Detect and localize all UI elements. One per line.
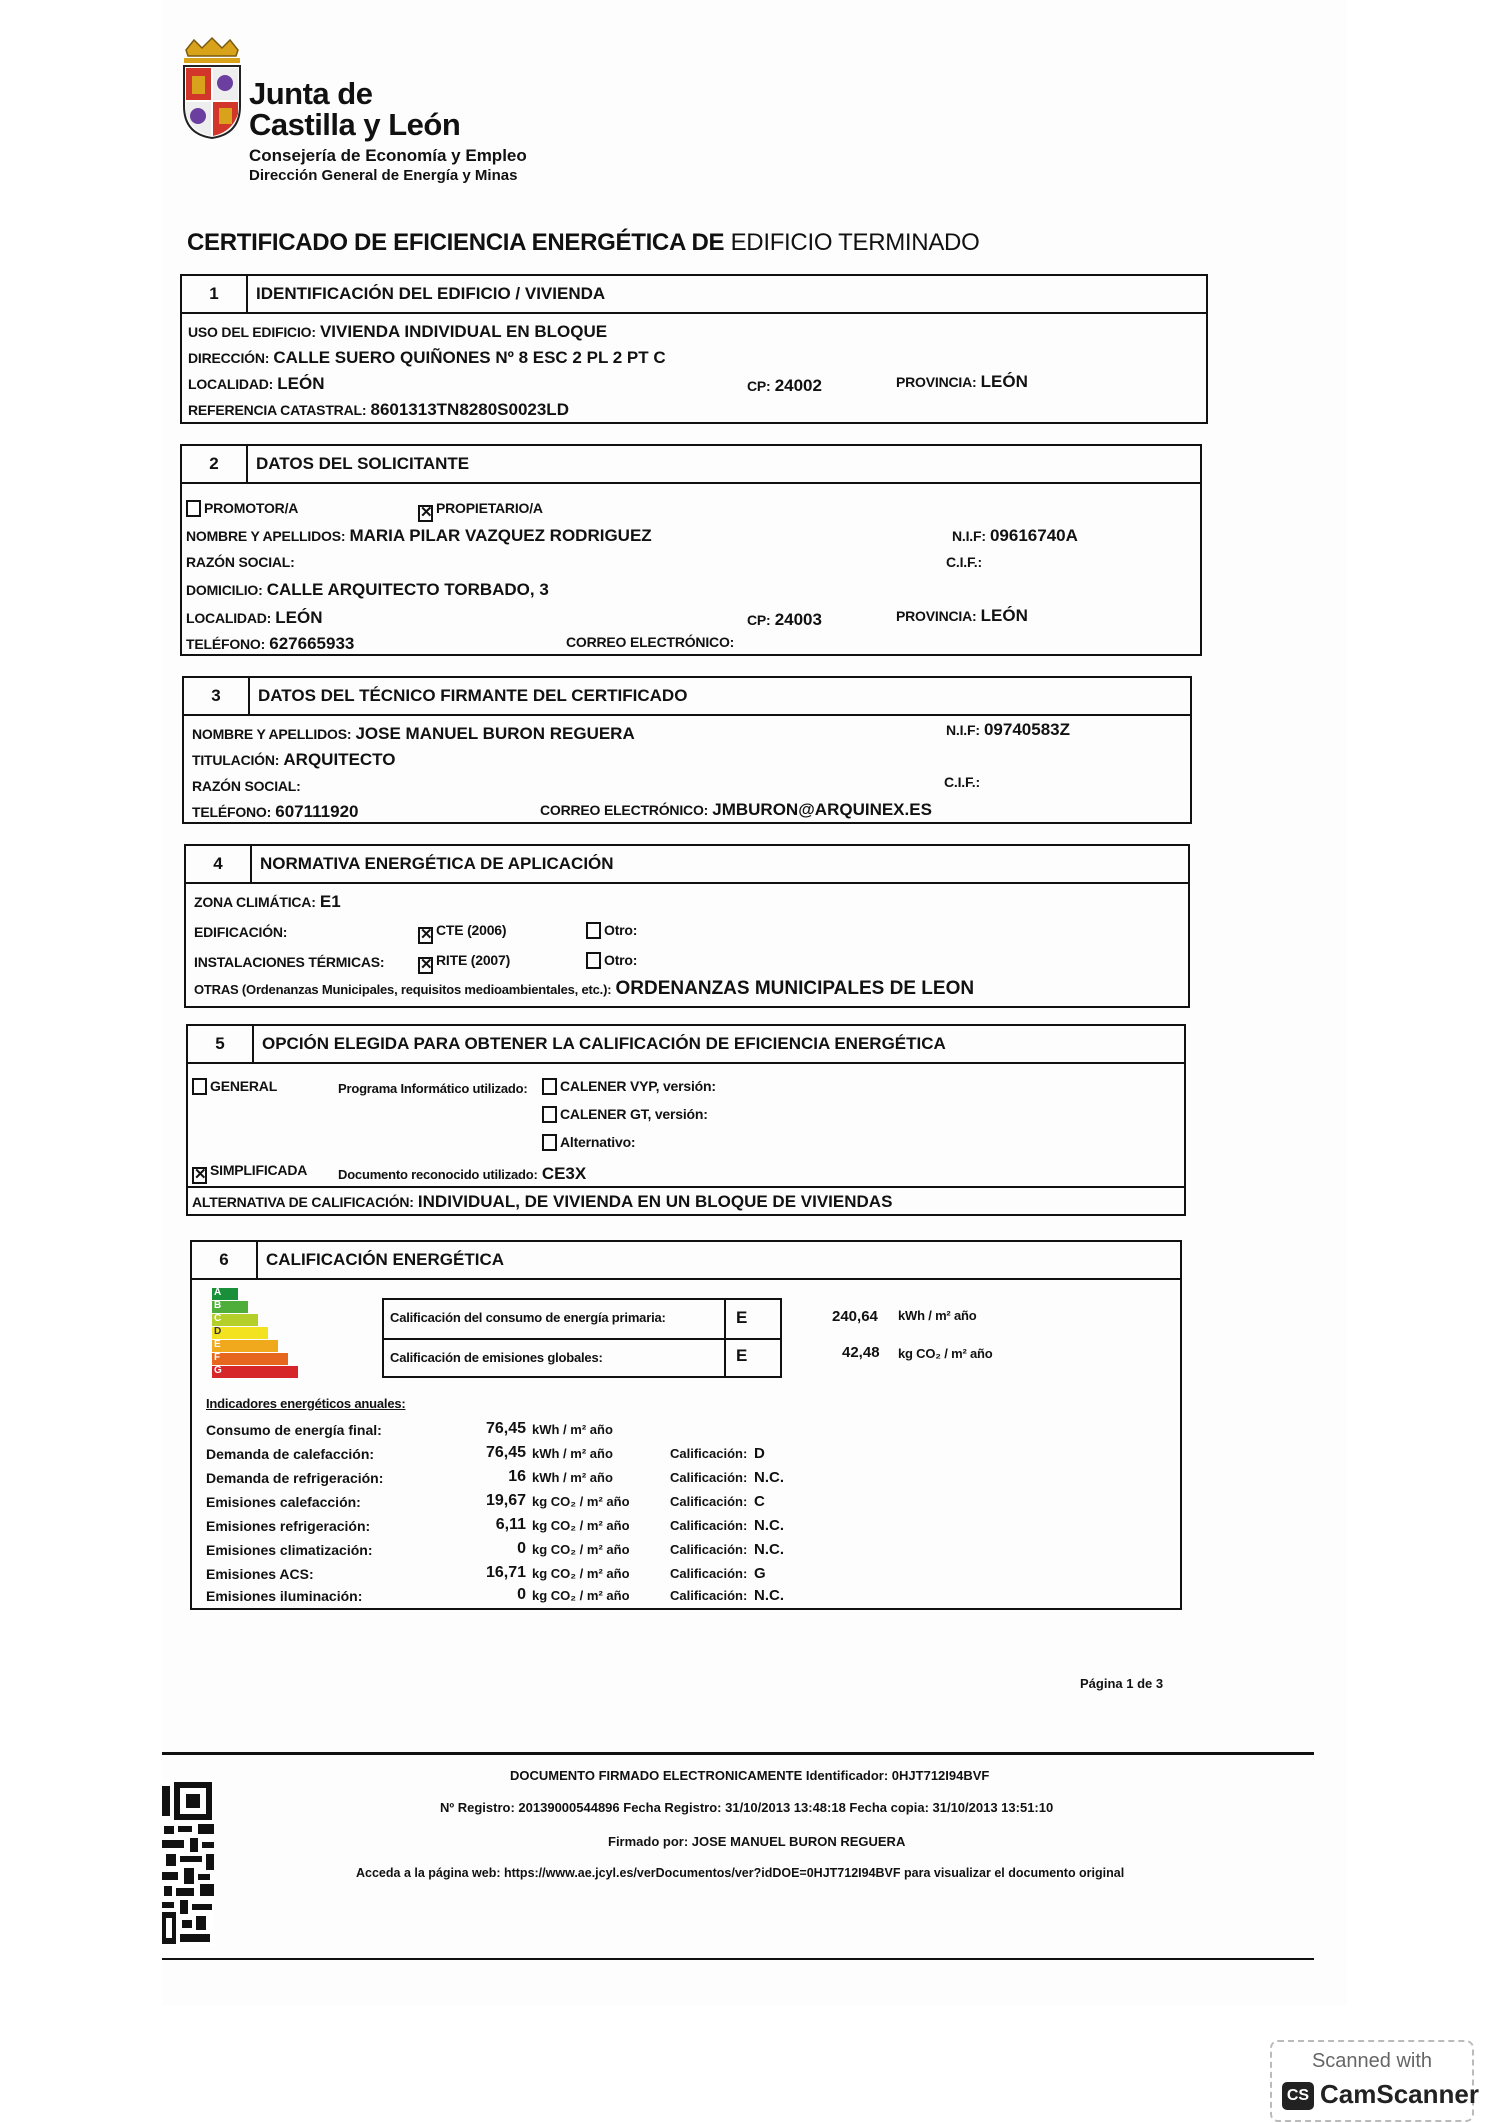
page-title-rest: EDIFICIO TERMINADO bbox=[730, 229, 980, 256]
tecnico-titulacion-label: TITULACIÓN: bbox=[192, 752, 280, 768]
solicitante-provincia-value: LEÓN bbox=[980, 606, 1028, 625]
tecnico-nombre-value: JOSE MANUEL BURON REGUERA bbox=[355, 724, 635, 743]
tecnico-nombre-row bbox=[192, 724, 635, 744]
provincia-label: PROVINCIA: bbox=[896, 374, 977, 390]
coat-of-arms-logo bbox=[180, 36, 244, 140]
promotor-option[interactable] bbox=[186, 500, 298, 517]
solicitante-domicilio-row bbox=[186, 580, 549, 600]
solicitante-telefono-label: TELÉFONO: bbox=[186, 636, 266, 652]
alternativa-row bbox=[192, 1192, 892, 1212]
indicador-unit: kg CO₂ / m² año bbox=[532, 1494, 630, 1509]
propietario-checkbox[interactable]: ✕ bbox=[420, 504, 433, 521]
provincia-value: LEÓN bbox=[980, 372, 1028, 391]
propietario-label: PROPIETARIO/A bbox=[436, 500, 543, 516]
uso-label: USO DEL EDIFICIO: bbox=[188, 324, 316, 340]
indicador-label: Demanda de calefacción: bbox=[206, 1446, 375, 1462]
section-5-opcion bbox=[186, 1024, 1186, 1216]
cte-label: CTE (2006) bbox=[436, 922, 507, 938]
promotor-label: PROMOTOR/A bbox=[204, 500, 299, 516]
section-6-calificacion bbox=[190, 1240, 1182, 1610]
indicador-label: Emisiones refrigeración: bbox=[206, 1518, 371, 1534]
simplificada-label: SIMPLIFICADA bbox=[210, 1162, 308, 1178]
indicador-unit: kg CO₂ / m² año bbox=[532, 1542, 630, 1557]
general-checkbox[interactable] bbox=[192, 1078, 207, 1095]
indicador-label: Demanda de refrigeración: bbox=[206, 1470, 384, 1486]
instalaciones-row bbox=[194, 954, 384, 971]
tecnico-razon-label: RAZÓN SOCIAL: bbox=[192, 778, 301, 794]
programa-row bbox=[338, 1080, 528, 1097]
qr-code bbox=[162, 1780, 214, 1946]
edificacion-label: EDIFICACIÓN: bbox=[194, 924, 288, 940]
emisiones-value: 42,48 bbox=[842, 1344, 880, 1361]
indicador-cal-value: N.C. bbox=[754, 1517, 784, 1534]
scale-letter-b: B bbox=[214, 1300, 222, 1311]
indicadores-title: Indicadores energéticos anuales: bbox=[206, 1396, 406, 1411]
section-1-header bbox=[182, 276, 1206, 314]
indicador-label: Emisiones climatización: bbox=[206, 1542, 373, 1558]
rite-checkbox[interactable]: ✕ bbox=[420, 956, 433, 973]
direccion-label: DIRECCIÓN: bbox=[188, 350, 270, 366]
promotor-checkbox[interactable] bbox=[186, 500, 201, 517]
indicador-label: Consumo de energía final: bbox=[206, 1422, 382, 1438]
indicador-cal-label: Calificación: bbox=[670, 1446, 748, 1461]
rite-option[interactable] bbox=[418, 952, 510, 974]
programa-label: Programa Informático utilizado: bbox=[338, 1081, 528, 1096]
calener-gt-option[interactable] bbox=[542, 1106, 708, 1123]
cp-row bbox=[747, 376, 822, 396]
indicador-value: 6,11 bbox=[495, 1516, 526, 1533]
solicitante-cp-label: CP: bbox=[747, 612, 771, 628]
otras-label: OTRAS (Ordenanzas Municipales, requisitos medioambientales, etc.): bbox=[194, 982, 612, 997]
section-2-solicitante bbox=[180, 444, 1202, 656]
indicador-cal-value: D bbox=[754, 1445, 765, 1462]
footer-bottom-rule bbox=[162, 1958, 1314, 1960]
edificacion-row bbox=[194, 924, 287, 941]
footer-line2: Nº Registro: 20139000544896 Fecha Registro: 31/10/2013 13:48:18 Fecha copia: 31/10/2013 13:51:10 bbox=[440, 1800, 1054, 1815]
camscanner-logo-icon: CS bbox=[1282, 2082, 1314, 2110]
section-6-number: 6 bbox=[192, 1242, 258, 1278]
indicador-row bbox=[192, 1442, 1184, 1466]
otro1-option[interactable] bbox=[586, 922, 637, 939]
solicitante-cp-row bbox=[747, 610, 822, 630]
solicitante-razon-row bbox=[186, 554, 295, 571]
documento-row bbox=[338, 1164, 586, 1184]
calener-gt-label: CALENER GT, versión: bbox=[560, 1106, 708, 1122]
simplificada-checkbox[interactable]: ✕ bbox=[194, 1166, 207, 1183]
section-6-title: CALIFICACIÓN ENERGÉTICA bbox=[266, 1250, 504, 1269]
section-1-identificacion bbox=[180, 274, 1208, 424]
alternativo-checkbox[interactable] bbox=[542, 1134, 557, 1151]
calener-vyp-label: CALENER VYP, versión: bbox=[560, 1078, 716, 1094]
section-3-tecnico bbox=[182, 676, 1192, 824]
section-5-divider bbox=[188, 1186, 1184, 1188]
page-title bbox=[187, 229, 979, 257]
scale-bar-g bbox=[212, 1366, 298, 1378]
indicador-label: Emisiones ACS: bbox=[206, 1566, 314, 1582]
indicador-unit: kWh / m² año bbox=[532, 1446, 613, 1461]
indicador-cal-label: Calificación: bbox=[670, 1588, 748, 1603]
indicador-label: Emisiones iluminación: bbox=[206, 1588, 363, 1604]
cp-value: 24002 bbox=[774, 376, 822, 395]
section-2-title: DATOS DEL SOLICITANTE bbox=[256, 454, 470, 473]
tecnico-telefono-value: 607111920 bbox=[275, 802, 359, 821]
calener-gt-checkbox[interactable] bbox=[542, 1106, 557, 1123]
otro2-checkbox[interactable] bbox=[586, 952, 601, 969]
solicitante-domicilio-value: CALLE ARQUITECTO TORBADO, 3 bbox=[266, 580, 549, 599]
solicitante-domicilio-label: DOMICILIO: bbox=[186, 582, 263, 598]
tecnico-cif-label: C.I.F.: bbox=[944, 774, 980, 790]
primaria-unit: kWh / m² año bbox=[898, 1308, 977, 1323]
tecnico-nif-row bbox=[946, 720, 1070, 740]
solicitante-telefono-row bbox=[186, 634, 354, 654]
footer-line4: Acceda a la página web: https://www.ae.jcyl.es/verDocumentos/ver?idDOE=0HJT712I94BVF para visualizar el documento original bbox=[356, 1866, 1125, 1880]
rite-label: RITE (2007) bbox=[436, 952, 511, 968]
localidad-value: LEÓN bbox=[277, 374, 325, 393]
documento-value: CE3X bbox=[541, 1164, 587, 1183]
otras-row bbox=[194, 978, 974, 1000]
zona-value: E1 bbox=[319, 892, 341, 911]
indicadores-table bbox=[192, 1418, 1184, 1608]
tecnico-correo-row bbox=[540, 800, 932, 820]
indicador-row bbox=[192, 1418, 1184, 1442]
indicador-unit: kWh / m² año bbox=[532, 1470, 613, 1485]
indicador-unit: kg CO₂ / m² año bbox=[532, 1566, 630, 1581]
alternativa-label: ALTERNATIVA DE CALIFICACIÓN: bbox=[192, 1194, 414, 1210]
solicitante-localidad-row bbox=[186, 608, 323, 628]
localidad-row bbox=[188, 374, 325, 394]
solicitante-nif-label: N.I.F: bbox=[952, 528, 986, 544]
scale-bar-e bbox=[212, 1340, 278, 1352]
provincia-row bbox=[896, 372, 1028, 392]
indicador-value: 19,67 bbox=[485, 1492, 526, 1509]
org-name-line1: Junta de bbox=[249, 76, 373, 111]
footer-top-rule bbox=[162, 1752, 1314, 1755]
solicitante-nombre-value: MARIA PILAR VAZQUEZ RODRIGUEZ bbox=[349, 526, 652, 545]
solicitante-nombre-row bbox=[186, 526, 652, 546]
rating-box-divider bbox=[384, 1338, 780, 1340]
indicador-value: 0 bbox=[517, 1540, 526, 1557]
uso-value: VIVIENDA INDIVIDUAL EN BLOQUE bbox=[319, 322, 608, 341]
solicitante-nif-row bbox=[952, 526, 1078, 546]
scale-letter-e: E bbox=[214, 1339, 221, 1350]
emisiones-letter: E bbox=[736, 1346, 748, 1365]
tecnico-nif-label: N.I.F: bbox=[946, 722, 980, 738]
section-4-title: NORMATIVA ENERGÉTICA DE APLICACIÓN bbox=[260, 854, 614, 873]
solicitante-correo-label: CORREO ELECTRÓNICO: bbox=[566, 634, 735, 650]
solicitante-nif-value: 09616740A bbox=[989, 526, 1078, 545]
dept-line2: Dirección General de Energía y Minas bbox=[249, 167, 518, 184]
tecnico-correo-value: JMBURON@ARQUINEX.ES bbox=[712, 800, 932, 819]
indicador-cal-label: Calificación: bbox=[670, 1566, 748, 1581]
tecnico-correo-label: CORREO ELECTRÓNICO: bbox=[540, 802, 709, 818]
scale-bar-f bbox=[212, 1353, 288, 1365]
scale-letter-d: D bbox=[214, 1326, 222, 1337]
tecnico-titulacion-value: ARQUITECTO bbox=[283, 750, 396, 769]
alternativo-label: Alternativo: bbox=[560, 1134, 636, 1150]
calener-vyp-checkbox[interactable] bbox=[542, 1078, 557, 1095]
solicitante-razon-label: RAZÓN SOCIAL: bbox=[186, 554, 295, 570]
solicitante-correo-row bbox=[566, 634, 734, 651]
instalaciones-label: INSTALACIONES TÉRMICAS: bbox=[194, 954, 385, 970]
zona-label: ZONA CLIMÁTICA: bbox=[194, 894, 316, 910]
scanner-watermark bbox=[1270, 2040, 1479, 2122]
localidad-label: LOCALIDAD: bbox=[188, 376, 274, 392]
rating-box-vdivider bbox=[724, 1300, 726, 1376]
indicador-value: 76,45 bbox=[485, 1420, 526, 1437]
indicador-value: 16,71 bbox=[485, 1564, 526, 1581]
pagination: Página 1 de 3 bbox=[1080, 1676, 1164, 1691]
solicitante-nombre-label: NOMBRE Y APELLIDOS: bbox=[186, 528, 346, 544]
solicitante-telefono-value: 627665933 bbox=[269, 634, 355, 653]
otro1-label: Otro: bbox=[604, 922, 638, 938]
solicitante-localidad-label: LOCALIDAD: bbox=[186, 610, 272, 626]
section-2-header bbox=[182, 446, 1200, 484]
calener-vyp-option[interactable] bbox=[542, 1078, 716, 1095]
section-1-title: IDENTIFICACIÓN DEL EDIFICIO / VIVIENDA bbox=[256, 284, 606, 303]
section-3-title: DATOS DEL TÉCNICO FIRMANTE DEL CERTIFICADO bbox=[258, 686, 688, 705]
primaria-label: Calificación del consumo de energía primaria: bbox=[390, 1310, 666, 1325]
alternativa-value: INDIVIDUAL, DE VIVIENDA EN UN BLOQUE DE VIVIENDAS bbox=[417, 1192, 893, 1211]
referencia-label: REFERENCIA CATASTRAL: bbox=[188, 402, 367, 418]
indicador-value: 76,45 bbox=[485, 1444, 526, 1461]
indicador-cal-label: Calificación: bbox=[670, 1518, 748, 1533]
indicador-cal-label: Calificación: bbox=[670, 1470, 748, 1485]
tecnico-nombre-label: NOMBRE Y APELLIDOS: bbox=[192, 726, 352, 742]
indicador-row bbox=[192, 1466, 1184, 1490]
section-4-number: 4 bbox=[186, 846, 252, 882]
section-4-header bbox=[186, 846, 1188, 884]
indicador-value: 0 bbox=[517, 1586, 526, 1603]
scale-letter-c: C bbox=[214, 1313, 222, 1324]
indicador-row bbox=[192, 1514, 1184, 1538]
rating-summary-box bbox=[382, 1298, 782, 1378]
solicitante-cp-value: 24003 bbox=[774, 610, 822, 629]
cte-checkbox[interactable]: ✕ bbox=[420, 926, 433, 943]
tecnico-telefono-row bbox=[192, 802, 358, 822]
indicador-row bbox=[192, 1562, 1184, 1586]
scale-letter-a: A bbox=[214, 1287, 222, 1298]
general-option[interactable] bbox=[192, 1078, 277, 1095]
solicitante-localidad-value: LEÓN bbox=[275, 608, 323, 627]
section-5-number: 5 bbox=[188, 1026, 254, 1062]
propietario-option[interactable] bbox=[418, 500, 543, 522]
otro1-checkbox[interactable] bbox=[586, 922, 601, 939]
indicador-cal-label: Calificación: bbox=[670, 1542, 748, 1557]
section-5-title: OPCIÓN ELEGIDA PARA OBTENER LA CALIFICACIÓN DE EFICIENCIA ENERGÉTICA bbox=[262, 1034, 946, 1053]
otro2-label: Otro: bbox=[604, 952, 638, 968]
indicador-unit: kg CO₂ / m² año bbox=[532, 1588, 630, 1603]
tecnico-nif-value: 09740583Z bbox=[983, 720, 1070, 739]
indicador-cal-value: N.C. bbox=[754, 1587, 784, 1604]
direccion-row bbox=[188, 348, 666, 368]
indicador-cal-label: Calificación: bbox=[670, 1494, 748, 1509]
primaria-letter: E bbox=[736, 1308, 748, 1327]
footer-line3: Firmado por: JOSE MANUEL BURON REGUERA bbox=[608, 1834, 906, 1849]
referencia-row bbox=[188, 400, 569, 420]
solicitante-cif-label: C.I.F.: bbox=[946, 554, 982, 570]
section-6-header bbox=[192, 1242, 1180, 1280]
tecnico-telefono-label: TELÉFONO: bbox=[192, 804, 272, 820]
uso-row bbox=[188, 322, 607, 342]
scanner-line1: Scanned with bbox=[1311, 2050, 1433, 2072]
scale-letter-f: F bbox=[214, 1352, 221, 1363]
scale-letter-g: G bbox=[214, 1365, 222, 1376]
solicitante-provincia-row bbox=[896, 606, 1028, 626]
cte-option[interactable] bbox=[418, 922, 506, 944]
org-name-line2: Castilla y León bbox=[249, 107, 461, 142]
emisiones-unit: kg CO₂ / m² año bbox=[898, 1346, 993, 1361]
section-3-number: 3 bbox=[184, 678, 250, 714]
section-4-normativa bbox=[184, 844, 1190, 1008]
direccion-value: CALLE SUERO QUIÑONES Nº 8 ESC 2 PL 2 PT C bbox=[273, 348, 666, 367]
indicador-row bbox=[192, 1586, 1184, 1610]
indicador-label: Emisiones calefacción: bbox=[206, 1494, 361, 1510]
dept-line1: Consejería de Economía y Empleo bbox=[249, 146, 527, 165]
indicador-cal-value: N.C. bbox=[754, 1469, 784, 1486]
footer-line1: DOCUMENTO FIRMADO ELECTRONICAMENTE Identificador: 0HJT712I94BVF bbox=[510, 1768, 990, 1783]
section-3-header bbox=[184, 678, 1190, 716]
primaria-value: 240,64 bbox=[832, 1308, 878, 1325]
otro2-option[interactable] bbox=[586, 952, 637, 969]
otras-value: ORDENANZAS MUNICIPALES DE LEON bbox=[615, 978, 975, 999]
general-label: GENERAL bbox=[210, 1078, 278, 1094]
indicador-unit: kg CO₂ / m² año bbox=[532, 1518, 630, 1533]
documento-label: Documento reconocido utilizado: bbox=[338, 1167, 538, 1182]
page-title-main: CERTIFICADO DE EFICIENCIA ENERGÉTICA DE bbox=[187, 229, 725, 256]
indicador-cal-value: N.C. bbox=[754, 1541, 784, 1558]
tecnico-cif-row bbox=[944, 774, 980, 791]
solicitante-cif-row bbox=[946, 554, 982, 571]
indicador-cal-value: G bbox=[754, 1565, 766, 1582]
cp-label: CP: bbox=[747, 378, 771, 394]
section-2-number: 2 bbox=[182, 446, 248, 482]
indicador-row bbox=[192, 1538, 1184, 1562]
energy-scale bbox=[212, 1288, 312, 1388]
indicador-unit: kWh / m² año bbox=[532, 1422, 613, 1437]
indicador-value: 16 bbox=[508, 1468, 526, 1485]
emisiones-label: Calificación de emisiones globales: bbox=[390, 1350, 603, 1365]
tecnico-razon-row bbox=[192, 778, 301, 795]
zona-row bbox=[194, 892, 341, 912]
alternativo-option[interactable] bbox=[542, 1134, 635, 1151]
scanner-line2: CamScanner bbox=[1320, 2079, 1479, 2109]
simplificada-option[interactable] bbox=[192, 1162, 307, 1184]
section-5-header bbox=[188, 1026, 1184, 1064]
indicador-cal-value: C bbox=[754, 1493, 765, 1510]
tecnico-titulacion-row bbox=[192, 750, 395, 770]
section-1-number: 1 bbox=[182, 276, 248, 312]
solicitante-provincia-label: PROVINCIA: bbox=[896, 608, 977, 624]
indicador-row bbox=[192, 1490, 1184, 1514]
referencia-value: 8601313TN8280S0023LD bbox=[370, 400, 569, 419]
